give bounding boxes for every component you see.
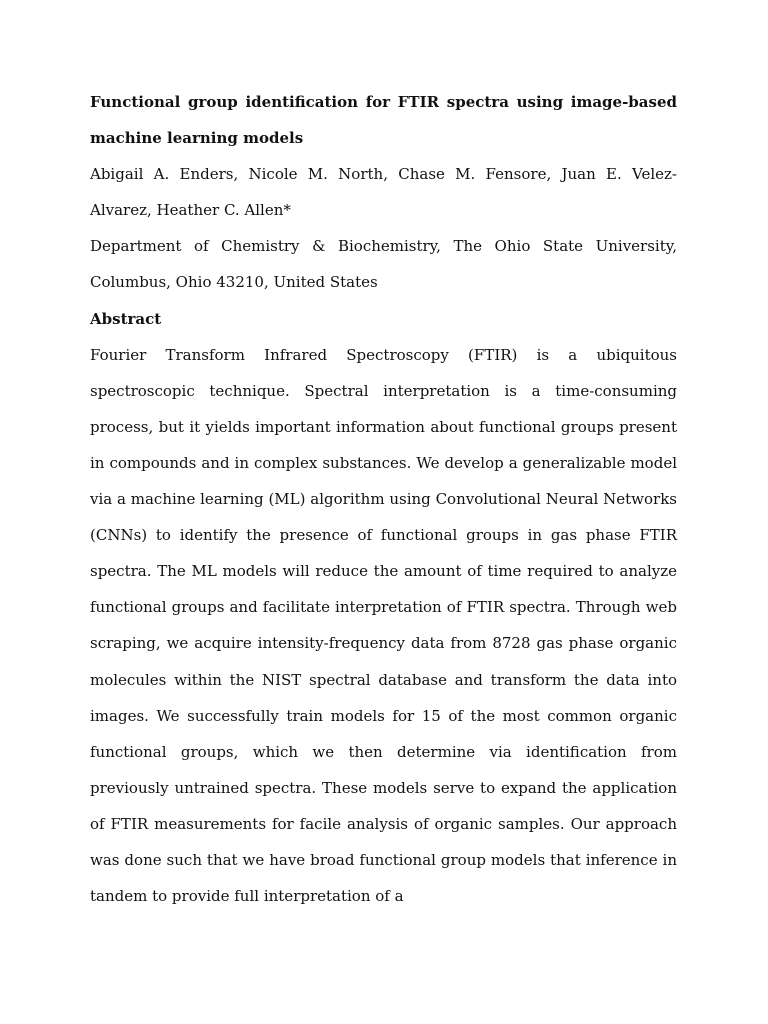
author-list: Abigail A. Enders, Nicole M. North, Chase M. Fensore, Juan E. Velez-Alvarez, Heather C. Allen*	[90, 165, 677, 220]
abstract-text: Fourier Transform Infrared Spectroscopy (FTIR) is a ubiquitous spectroscopic technique. Spectral interpretation is a time-consuming process, but it yields important information about functional groups present in compounds and in complex substances. We develop a generalizable model via a machine learning (ML) algorithm using Convolutional Neural Networks (CNNs) to identify the presence of functional groups in gas phase FTIR spectra. The ML models will reduce the amount of time required to analyze functional groups and facilitate interpretation of FTIR spectra. Through web scraping, we acquire intensity-frequency data from 8728 gas phase organic molecules within the NIST spectral database and transform the data into images. We successfully train models for 15 of the most common organic functional groups, which we then determine via identification from previously untrained spectra. These models serve to expand the application of FTIR measurements for facile analysis of organic samples. Our approach was done such that we have broad functional group models that inference in tandem to provide full interpretation of a	[90, 345, 677, 906]
paper-title: Functional group identification for FTIR spectra using image-based machine learning models	[90, 93, 677, 148]
abstract-heading: Abstract	[90, 309, 162, 328]
affiliation: Department of Chemistry & Biochemistry, The Ohio State University, Columbus, Ohio 43210, United States	[90, 237, 677, 292]
paper-page	[90, 84, 677, 914]
